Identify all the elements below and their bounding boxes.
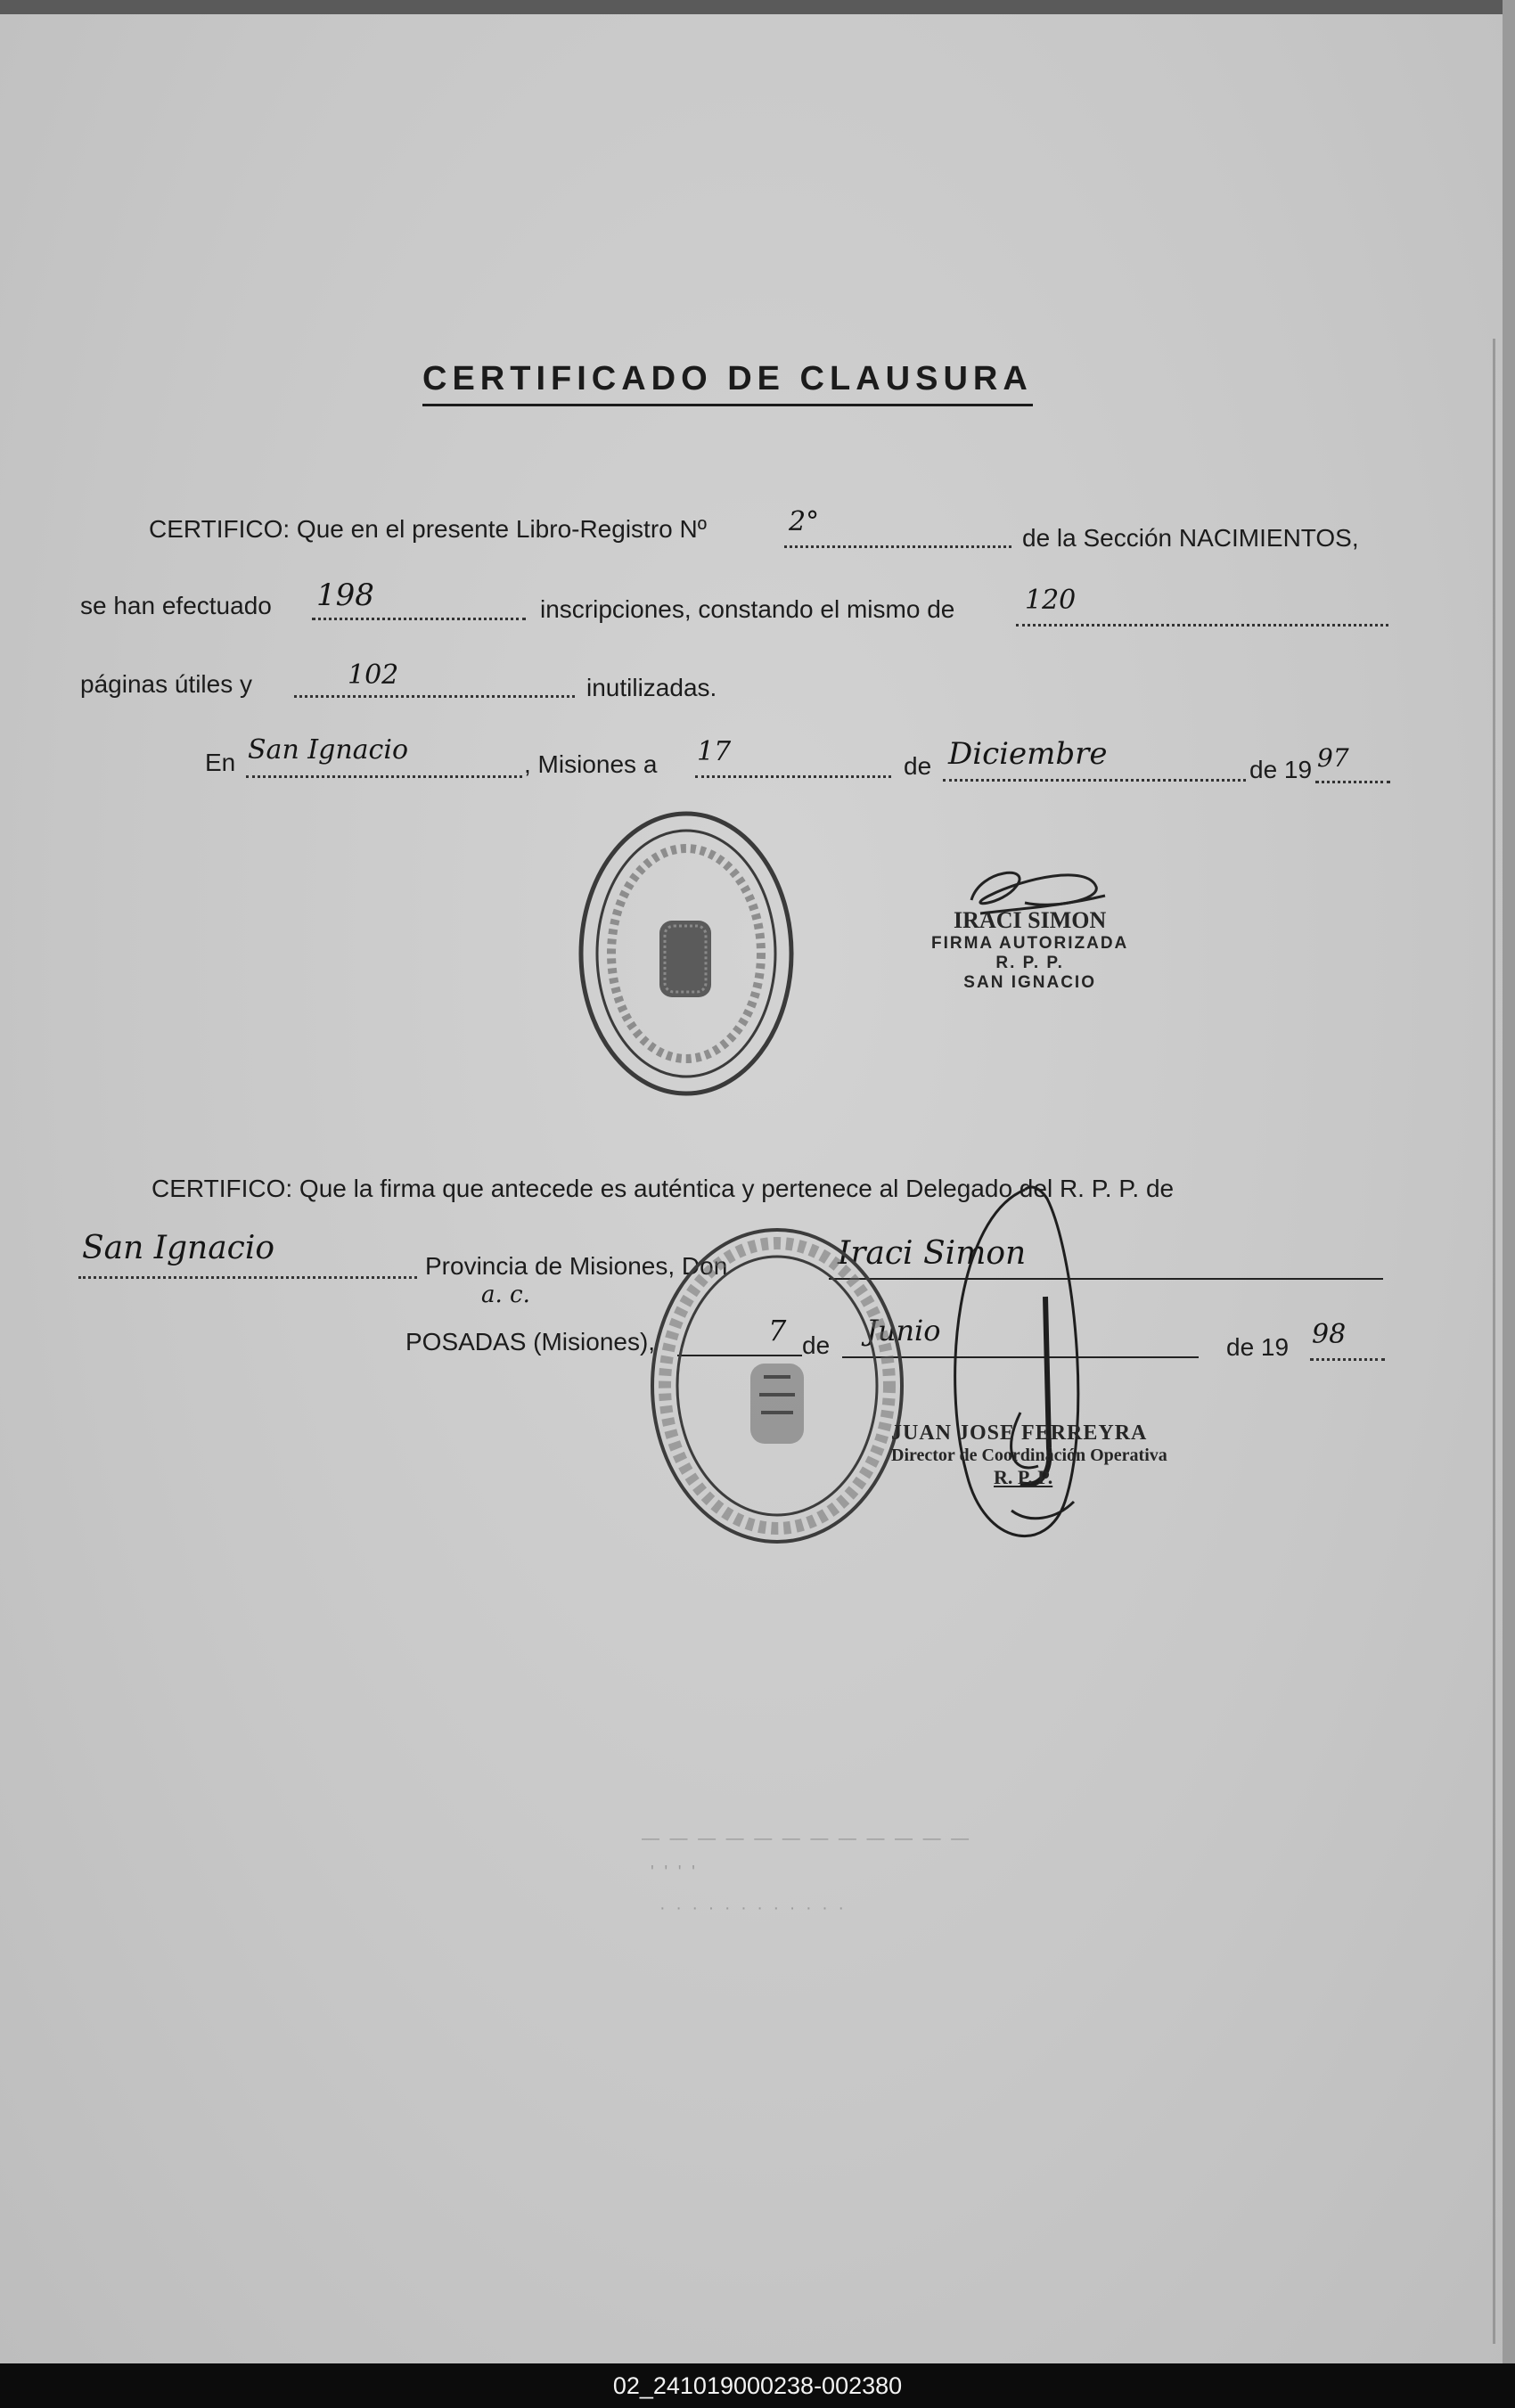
- anio1-value: 97: [1317, 743, 1349, 773]
- paginas-value: 120: [1025, 585, 1077, 616]
- inutilizadas-dots: [294, 695, 575, 698]
- signature1-rpp: R. P. P.: [995, 954, 1064, 972]
- scan-right-edge: [1503, 0, 1515, 2363]
- cert2-don-value: Iraci Simon: [838, 1235, 1027, 1272]
- cert2-provincia-label: Provincia de Misiones, Don: [425, 1252, 728, 1280]
- cert2-anio-label: de 19: [1226, 1333, 1290, 1361]
- libro-no-value: 2°: [789, 506, 820, 537]
- dia1-value: 17: [697, 736, 732, 767]
- signature1-block: [931, 907, 1128, 993]
- cert1-line1-suffix: de la Sección NACIMIENTOS,: [1022, 524, 1359, 552]
- cert2-anio-value: 98: [1312, 1319, 1347, 1350]
- signature2-name: JUAN JOSE FERREYRA: [891, 1421, 1148, 1445]
- anio1-dots: [1315, 781, 1390, 783]
- inscripciones-value: 198: [316, 577, 374, 613]
- scan-top-edge: [0, 0, 1515, 14]
- cert2-de-label: de: [802, 1331, 831, 1359]
- cert1-anio-label: de 19: [1249, 756, 1313, 783]
- dia1-dots: [695, 775, 891, 778]
- libro-no-dots: [784, 545, 1011, 548]
- ferreyra-signature: [940, 1181, 1118, 1564]
- lugar-dots: [246, 775, 522, 778]
- page-fold-line: [1493, 339, 1495, 2344]
- mes1-value: Diciembre: [948, 736, 1108, 772]
- signature1-title: FIRMA AUTORIZADA: [931, 934, 1129, 953]
- signature2-block: [891, 1421, 1167, 1489]
- cert2-lugar-dots: [78, 1276, 417, 1279]
- inutilizadas-value: 102: [348, 659, 399, 691]
- cert1-de-label: de: [904, 752, 932, 780]
- bleed-through-mark: — — — — — — — — — — — —: [642, 1829, 972, 1848]
- cert1-misiones-label: , Misiones a: [524, 750, 658, 778]
- page-title: CERTIFICADO DE CLAUSURA: [422, 360, 1033, 406]
- cert1-line2-mid: inscripciones, constando el mismo de: [540, 595, 955, 623]
- lugar-value: San Ignacio: [248, 734, 409, 766]
- inscripciones-dots: [312, 618, 526, 620]
- scan-id-footer: 02_241019000238-002380: [0, 2363, 1515, 2408]
- cert1-line3-suffix: inutilizadas.: [586, 674, 717, 701]
- signature1-name: IRACI SIMON: [954, 907, 1107, 933]
- cert2-line1: CERTIFICO: Que la firma que antecede es auténtica y pertenece al Delegado del R. P. P. de: [152, 1175, 1175, 1202]
- bleed-through-mark: ' ' ' ': [651, 1863, 698, 1882]
- cert2-anio-dots: [1310, 1358, 1385, 1361]
- cert1-line2-prefix: se han efectuado: [80, 592, 272, 619]
- cert1-line1-prefix: CERTIFICO: Que en el presente Libro-Registro Nº: [149, 515, 707, 543]
- cert1-en-label: En: [205, 749, 236, 776]
- cert2-lugar-value: San Ignacio: [82, 1230, 275, 1266]
- paginas-dots: [1016, 624, 1388, 627]
- cert2-note: a. c.: [481, 1282, 530, 1308]
- signature1-place: SAN IGNACIO: [963, 973, 1096, 992]
- cert2-dia-value: 7: [768, 1314, 787, 1347]
- mes1-dots: [943, 779, 1246, 782]
- registry-seal-stamp: [570, 807, 802, 1101]
- cert2-mes-value: Junio: [866, 1314, 941, 1347]
- cert2-posadas-label: POSADAS (Misiones),: [405, 1328, 656, 1356]
- signature2-rpp: R. P. P.: [994, 1466, 1053, 1488]
- provincial-registry-seal: [643, 1221, 911, 1551]
- bleed-through-mark: · · · · · · · · · · · ·: [659, 1898, 848, 1918]
- signature2-role: Director de Coordinación Operativa: [891, 1446, 1167, 1465]
- cert1-line3-prefix: páginas útiles y: [80, 670, 253, 698]
